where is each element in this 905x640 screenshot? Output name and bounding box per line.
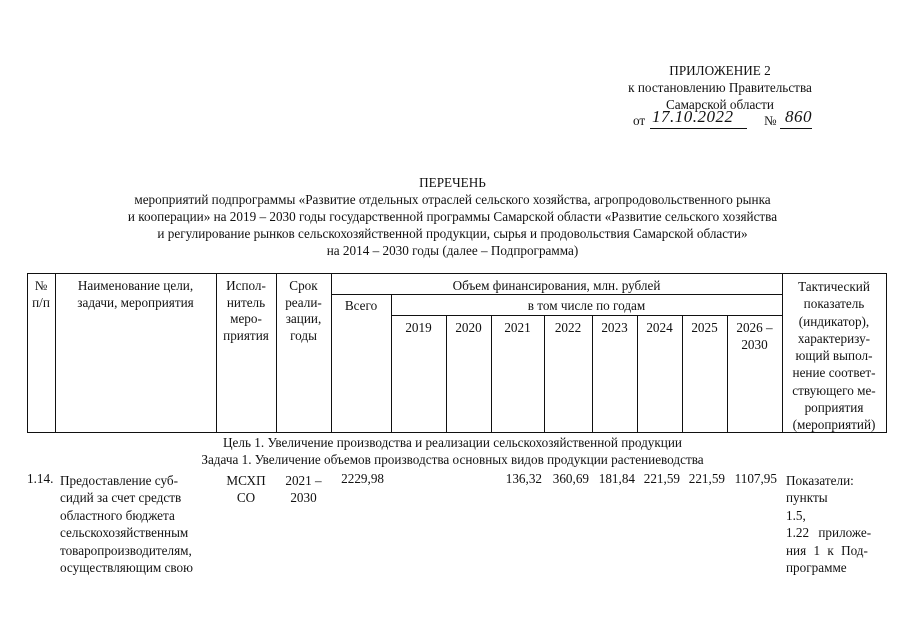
appendix-line-1: к постановлению Правительства (628, 80, 812, 95)
header-year-2023: 2023 (601, 320, 628, 335)
header-indicator-line-9: (мероприятий) (792, 417, 876, 433)
row-total: 2229,98 (341, 471, 384, 486)
years-subheader-line (391, 315, 782, 316)
col-border-5 (391, 294, 392, 433)
row-name-line-5: товаропроизводителям, (60, 542, 192, 558)
header-executor-line-1: Испол- (226, 278, 266, 293)
header-indicator-line-1: Тактический (798, 279, 870, 294)
appendix-number-prefix: № (764, 113, 777, 128)
goal-title: Цель 1. Увеличение производства и реализации сельскохозяйственной продукции (223, 435, 682, 450)
header-year-last-line-2: 2030 (741, 336, 768, 352)
appendix-date-prefix: от (633, 113, 646, 128)
header-name (55, 278, 216, 311)
header-year-2026-2030 (727, 320, 782, 353)
heading-line-2: и кооперации» на 2019 – 2030 годы государственной программы Самарской области «Развитие сельского хозяйства (127, 209, 778, 224)
row-indicator-line-1: Показатели: (786, 473, 854, 488)
row-term (276, 472, 331, 507)
table-header-bottom-border (27, 432, 887, 433)
col-border-14 (886, 273, 887, 433)
row-name (60, 472, 212, 576)
table-top-border (27, 273, 887, 274)
header-name-line-1: Наименование цели, (77, 278, 194, 293)
header-indicator (782, 278, 886, 434)
row-2021: 136,32 (505, 471, 542, 486)
header-indicator-line-2: показатель (803, 296, 865, 312)
appendix-date-handwritten: 17.10.2022 (652, 107, 734, 126)
header-indicator-line-7: ствующего ме- (792, 382, 876, 398)
row-name-line-6: осуществляющим свою (60, 560, 193, 576)
header-num (27, 278, 55, 311)
header-indicator-line-4: характеризу- (797, 330, 871, 346)
appendix-number-handwritten: 860 (785, 107, 812, 126)
header-term-line-1: Срок (289, 278, 318, 293)
header-year-2024: 2024 (646, 320, 673, 335)
row-indicator-line-4: ния 1 к Под- (786, 542, 868, 558)
header-executor-line-4: приятия (223, 327, 269, 343)
header-name-line-2: задачи, мероприятия (77, 294, 194, 310)
row-2022: 360,69 (552, 471, 589, 486)
header-total: Всего (344, 298, 378, 313)
heading-title: ПЕРЕЧЕНЬ (419, 175, 486, 190)
row-name-line-3: областного бюджета (60, 507, 175, 523)
header-term-line-4: годы (290, 327, 317, 343)
row-indicator-line-3: 1.22 приложе- (786, 525, 872, 541)
row-num: 1.14. (27, 471, 54, 486)
header-year-last-line-1: 2026 – (736, 320, 773, 335)
row-term-line-1: 2021 – (285, 473, 322, 488)
row-2025: 221,59 (688, 471, 725, 486)
header-funding: Объем финансирования, млн. рублей (452, 278, 661, 293)
col-border-4 (331, 273, 332, 433)
row-executor-line-2: СО (236, 490, 256, 506)
header-indicator-line-5: ющий выпол- (795, 348, 873, 364)
header-year-2022: 2022 (554, 320, 582, 335)
task-title: Задача 1. Увеличение объемов производства основных видов продукции растениеводства (201, 452, 704, 467)
row-2024: 221,59 (643, 471, 680, 486)
header-executor (216, 278, 276, 344)
header-year-2025: 2025 (691, 320, 718, 335)
row-indicator (786, 472, 882, 576)
header-executor-line-3: меро- (230, 311, 262, 327)
row-executor-line-1: МСХП (226, 473, 266, 488)
header-indicator-line-6: нение соответ- (792, 365, 876, 381)
row-name-line-1: Предоставление суб- (60, 473, 179, 488)
row-indicator-line-5: программе (786, 560, 847, 576)
header-num-line-2: п/п (32, 294, 50, 310)
header-term-line-3: зации, (285, 311, 322, 327)
row-executor (216, 472, 276, 507)
appendix-line-2: Самарской области (666, 97, 774, 112)
header-indicator-line-8: роприятия (804, 400, 864, 416)
row-2023: 181,84 (598, 471, 635, 486)
header-num-line-1: № (34, 278, 48, 293)
appendix-title: ПРИЛОЖЕНИЕ 2 (669, 63, 771, 78)
row-name-line-2: сидий за счет средств (60, 490, 182, 506)
header-year-2021: 2021 (504, 320, 531, 335)
heading-line-4: на 2014 – 2030 годы (далее – Подпрограмма) (326, 243, 579, 258)
header-executor-line-2: нитель (226, 294, 266, 310)
row-2026-2030: 1107,95 (734, 471, 777, 486)
header-year-2019: 2019 (405, 320, 432, 335)
number-underline (780, 128, 812, 129)
row-indicator-line-2: пункты 1.5, (786, 490, 828, 523)
header-indicator-line-3: (индикатор), (798, 313, 870, 329)
header-year-2020: 2020 (455, 320, 482, 335)
header-term-line-2: реали- (285, 294, 322, 310)
heading-line-1: мероприятий подпрограммы «Развитие отдельных отраслей сельского хозяйства, агропродовольственного рынка (134, 192, 771, 207)
row-term-line-2: 2030 (290, 490, 317, 506)
header-term (276, 278, 331, 344)
row-name-line-4: сельскохозяйственным (60, 525, 189, 541)
heading-line-3: и регулирование рынков сельскохозяйственной продукции, сырья и продовольствия Самарской области» (157, 226, 748, 241)
date-underline (650, 128, 747, 129)
header-by-year: в том числе по годам (527, 298, 646, 313)
